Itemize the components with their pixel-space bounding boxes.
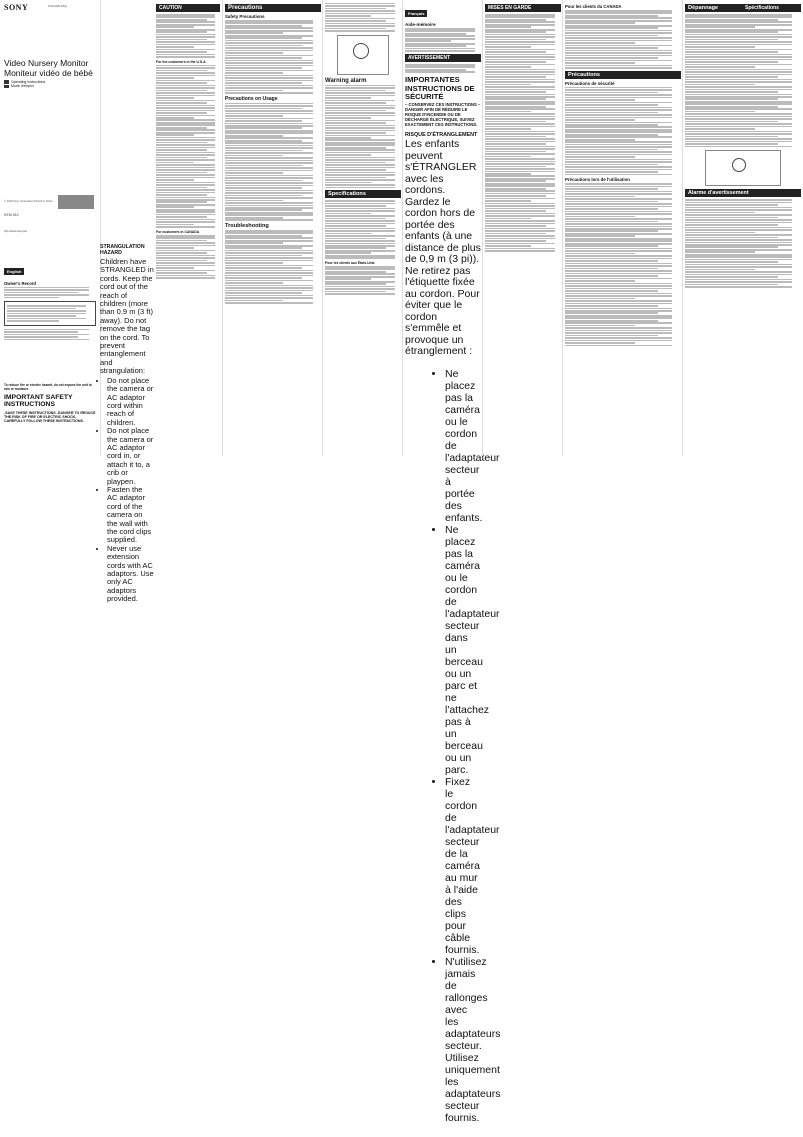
copyright: © 2019 Sony Corporation Printed in China <box>4 200 53 203</box>
bullet-item: • Fixez le cordon de l'adaptateur secteur de la caméra au mur à l'aide des clips pour câble fournis. <box>445 776 481 956</box>
fr-safety-sub: – CONSERVEZ CES INSTRUCTIONS – DANGER AFIN DE RÉDUIRE LE RISQUE D'INCENDIE OU DE DÉCHARGE ÉLECTRIQUE, SUIVEZ EXACTEMENT CES INSTRUCTIONS. <box>405 101 481 127</box>
bullet-item: • Do not place the camera or AC adaptor cord in, or attach it to, a crib or playpen. <box>107 427 154 486</box>
utilisation-heading: Précautions lors de l'utilisation <box>565 177 630 183</box>
fr-strangulation-bullets <box>405 368 501 1125</box>
securite-heading: Précautions de sécurité <box>565 80 615 86</box>
bullet-item: • Never use extension cords with AC adaptors. Use only AC adaptors provided. <box>107 545 154 604</box>
column-3 <box>154 0 222 456</box>
strangulation-sub: Children <box>100 257 128 266</box>
safety-precautions-heading: Safety Precautions <box>225 14 265 19</box>
title-french: Moniteur vidéo de bébé <box>4 68 93 78</box>
specifications-fr <box>742 2 800 14</box>
column-5 <box>322 0 403 456</box>
english-tag: English <box>4 268 24 275</box>
flag-en-icon <box>4 80 9 83</box>
camera-diagram <box>337 35 389 75</box>
customer-info-box <box>4 301 96 325</box>
sony-url[interactable]: http://www.sony.net/ <box>4 230 28 233</box>
precautions-heading: Precautions <box>225 4 321 12</box>
bullet-item: • Ne placez pas la caméra ou le cordon de l'adaptateur secteur à portée des enfants. <box>445 368 481 524</box>
flag-fr-icon <box>4 85 9 88</box>
bullet-item: • N'utilisez jamais de rallonges avec les adaptateurs secteur. Utilisez uniquement les adaptateurs secteur fournis. <box>445 956 481 1124</box>
lang-en: Operating Instructions <box>11 80 46 84</box>
barcode <box>58 195 94 209</box>
troubleshooting-heading: Troubleshooting <box>225 223 269 229</box>
warning-alarm-heading: Warning alarm <box>325 77 367 84</box>
precautions-fr-heading: Précautions <box>565 71 681 79</box>
bullet-item: • Ne placez pas la caméra ou le cordon de l'adaptateur secteur dans un berceau ou un parc et ne l'attachez pas à un berceau ou un parc. <box>445 524 481 776</box>
risque-heading: RISQUE D'ÉTRANGLEMENT <box>405 131 478 138</box>
fr-strangulation-body: Les enfants peuvent s'ÉTRANGLER avec les cordons. Gardez le cordon hors de portée des enfants (à une distance de plus de 0,9 m (3 pi)). Ne retirez pas l'étiquette fixée au cordon. Pour éviter que le cordon s'emmêle et provoque un étranglement : <box>405 138 481 358</box>
usage-precautions-heading: Precautions on Usage <box>225 95 278 102</box>
usa-french-heading: Pour les clients aux États-Unis <box>325 261 375 265</box>
caution-heading: CAUTION <box>156 4 220 12</box>
column-9 <box>682 0 803 456</box>
model-number: NTM-910 <box>4 213 19 217</box>
language-list <box>4 80 45 89</box>
canada-fr-heading: Pour les clients du CANADA <box>565 4 622 9</box>
english-section <box>4 260 96 341</box>
bullet-item: • Do not place the camera or AC adaptor cord within reach of children. <box>107 377 154 427</box>
strangulation-heading: STRANGULATION HAZARD <box>100 244 145 256</box>
document-title <box>4 58 99 78</box>
lang-fr: Mode d'emploi <box>11 84 34 89</box>
fr-safety-title: IMPORTANTES INSTRUCTIONS DE SÉCURITÉ <box>405 75 475 102</box>
column-4 <box>222 0 323 456</box>
strangulation-hazard <box>100 244 154 604</box>
specifications-heading: Specifications <box>325 190 401 198</box>
model-code: 5-014-625-13(2) <box>48 5 67 8</box>
specifications-fr-heading: Spécifications <box>742 4 800 12</box>
strangulation-body: have STRANGLED in cords. Keep the cord out of the reach of children (more than 0.9 m (3 ft) away). Do not remove the tag on the cord. To prevent entanglement and strangulation: <box>100 257 154 376</box>
aide-memoire-heading: Aide-mémoire <box>405 22 436 27</box>
avertissement-heading: AVERTISSEMENT <box>405 54 481 62</box>
safety-sub: -SAVE THESE INSTRUCTIONS -DANGER TO REDUCE THE RISK OF FIRE OR ELECTRIC SHOCK, CAREFULLY FOLLOW THESE INSTRUCTIONS. <box>4 410 96 424</box>
warning-small: To reduce fire or electric hazard, do not expose the unit to rain or moisture. <box>4 383 92 391</box>
monitor-diagram <box>705 150 781 186</box>
title-english: Video Nursery Monitor <box>4 58 89 68</box>
usa-heading: For the customers in the U.S.A. <box>156 59 207 64</box>
column-6-french <box>402 0 501 1125</box>
safety-warning <box>4 383 96 424</box>
mises-en-garde-heading: MISES EN GARDE <box>485 4 561 12</box>
francais-tag: Français <box>405 10 427 17</box>
column-7 <box>482 0 563 456</box>
depannage-heading: Dépannage <box>685 4 801 12</box>
safety-title: IMPORTANT SAFETY INSTRUCTIONS <box>4 394 73 409</box>
owner-record-heading: Owner's Record <box>4 281 36 286</box>
column-8 <box>562 0 683 456</box>
alarme-heading: Alarme d'avertissement <box>685 189 801 197</box>
strangulation-bullets <box>100 377 154 604</box>
cover-column <box>0 0 101 456</box>
canada-heading: For customers in CANADA <box>156 229 200 234</box>
bullet-item: • Fasten the AC adaptor cord of the camera on the wall with the cord clips supplied. <box>107 486 154 545</box>
brand-logo: SONY <box>4 3 29 12</box>
